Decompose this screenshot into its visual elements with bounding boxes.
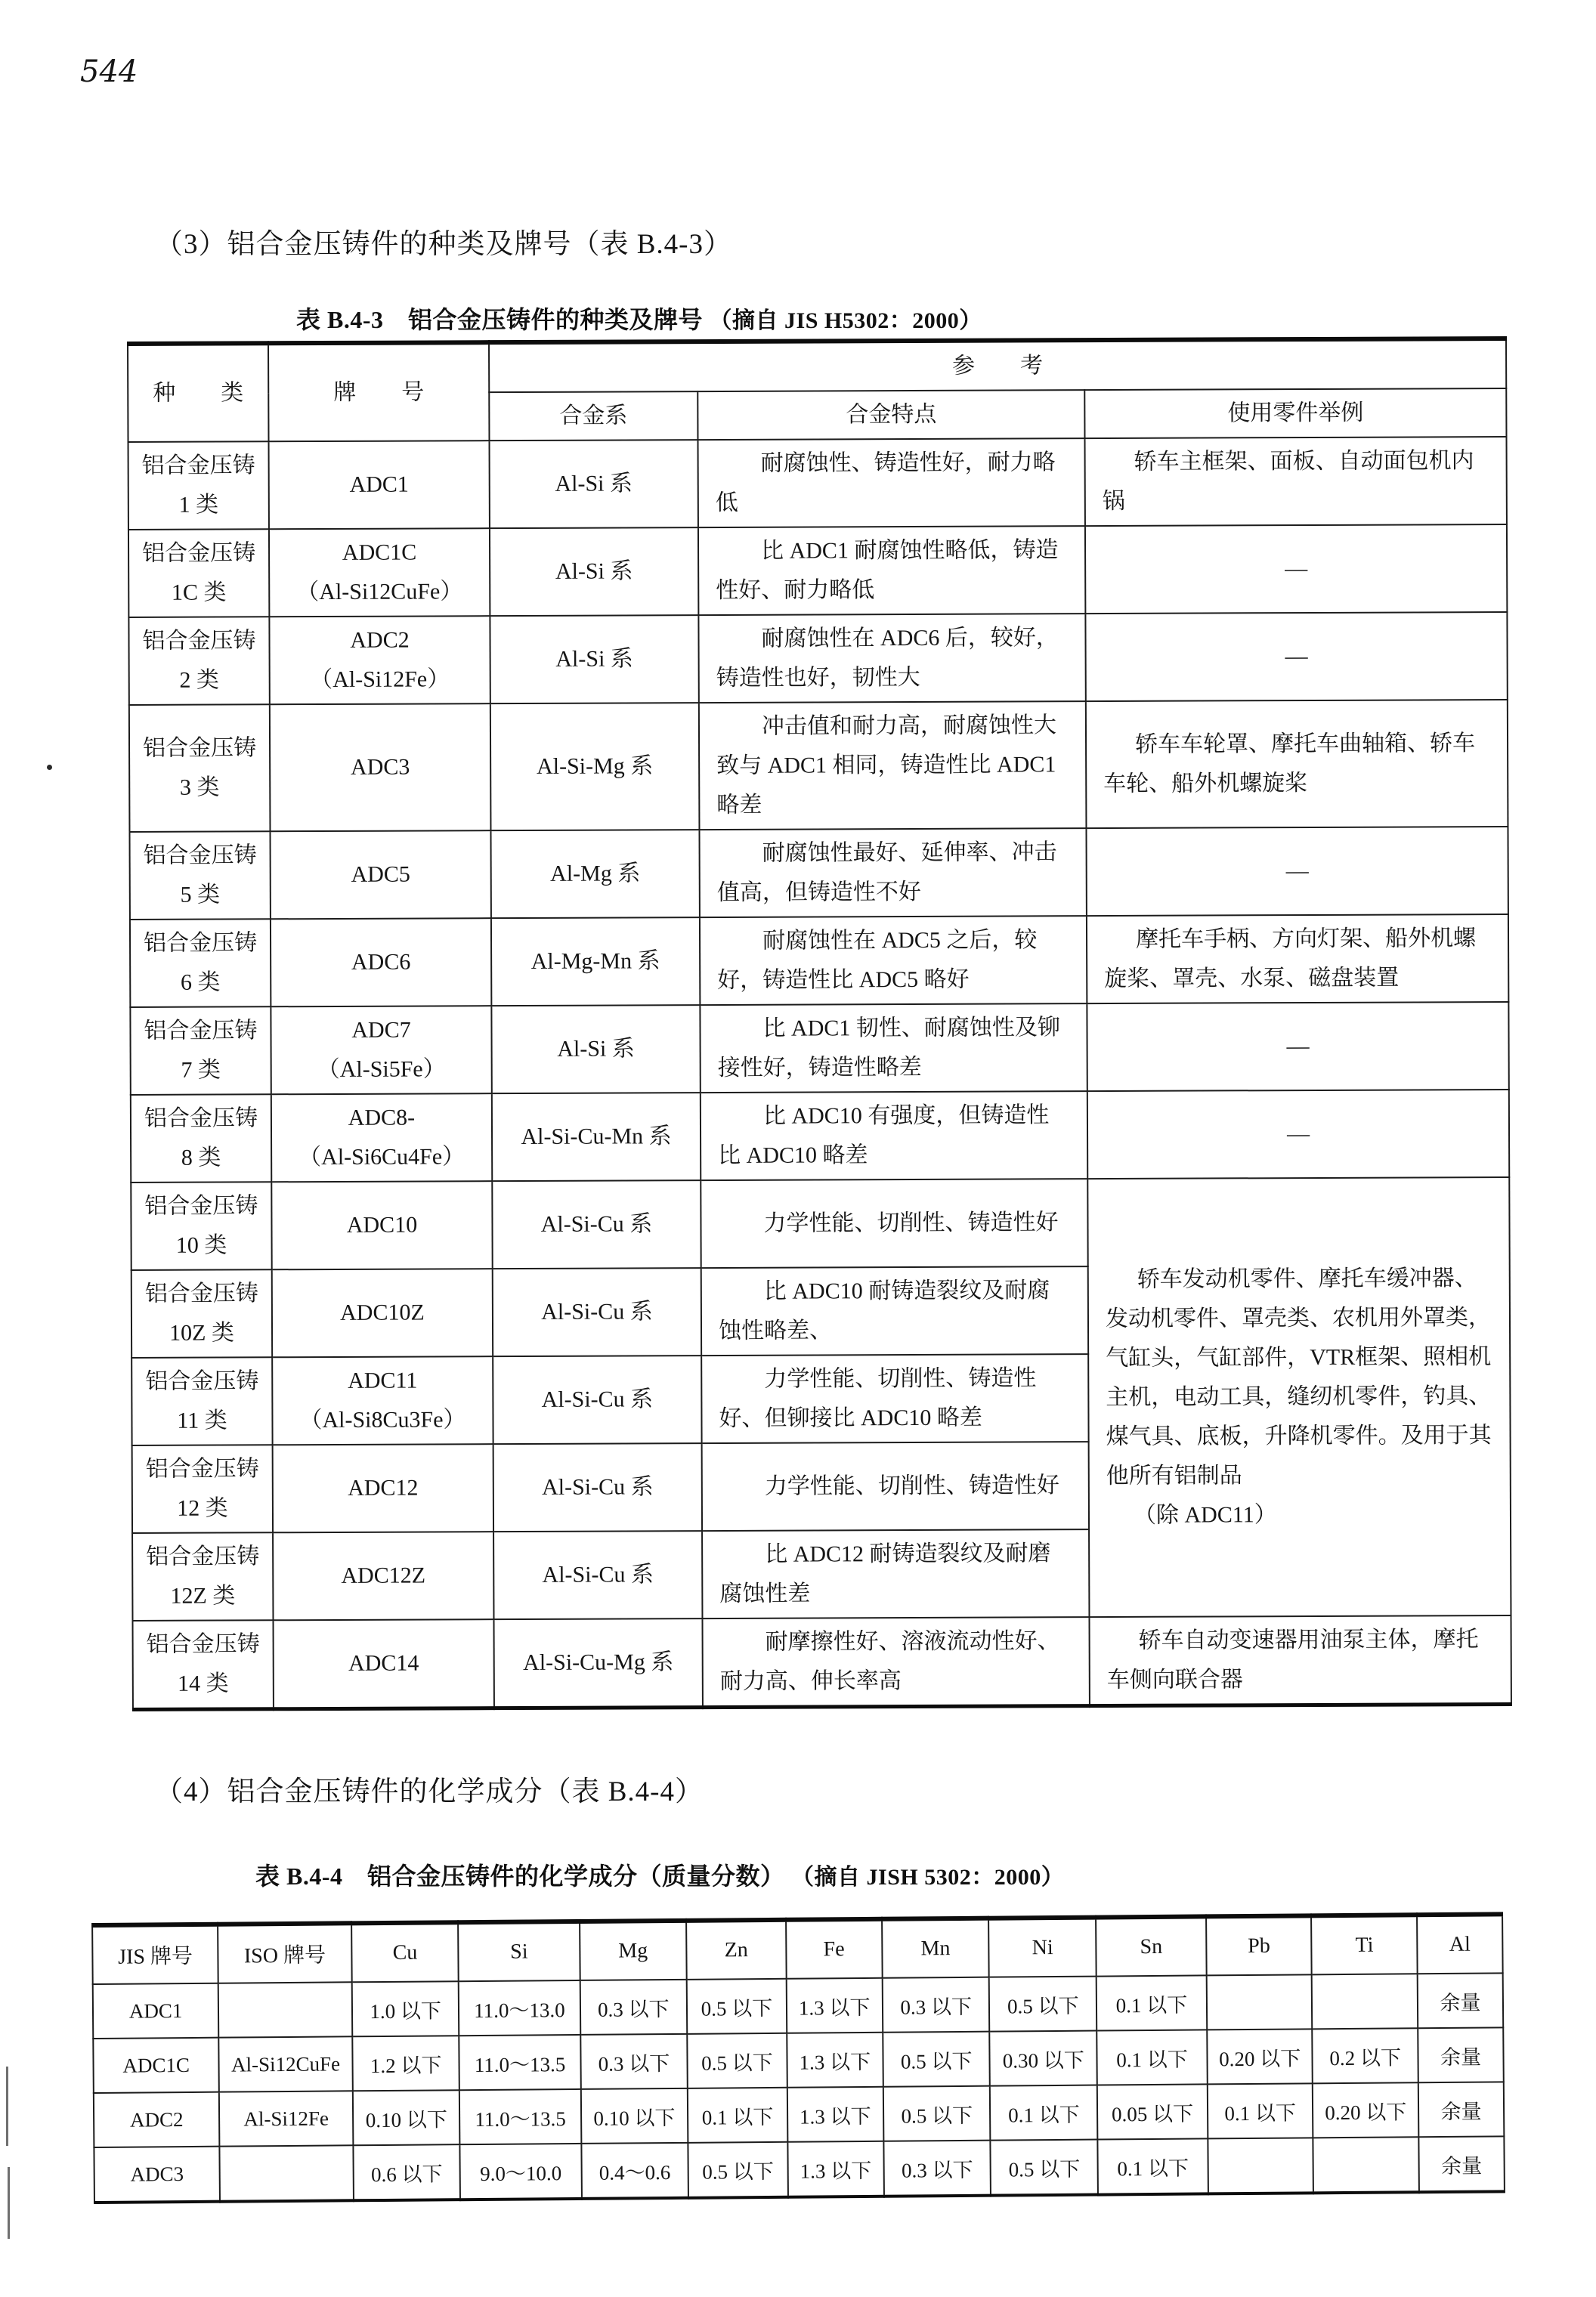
feature-text: 耐腐蚀性、铸造性好，耐力略低 xyxy=(715,450,1056,516)
cell-kind xyxy=(129,704,271,832)
cell-usage-examples: — xyxy=(1086,827,1508,916)
cell-alloy-system: Al-Si-Cu 系 xyxy=(493,1531,702,1619)
col-header-si: Si xyxy=(459,1921,580,1981)
col-header-al: Al xyxy=(1417,1914,1503,1974)
kind-class: 1 类 xyxy=(178,492,219,518)
table-row xyxy=(130,914,1508,1007)
composition-cell: Al-Si12CuFe xyxy=(219,2036,353,2091)
examples-text: 轿车车轮罩、摩托车曲轴箱、轿车车轮、船外机螺旋桨 xyxy=(1103,731,1476,797)
grade-code: ADC7 xyxy=(351,1017,411,1043)
table-row xyxy=(128,524,1507,617)
composition-cell: 0.20 以下 xyxy=(1207,2029,1313,2084)
cell-kind xyxy=(128,529,269,617)
composition-cell: 0.5 以下 xyxy=(687,2033,787,2088)
cell-alloy-system: Al-Si-Cu 系 xyxy=(493,1268,701,1356)
kind-name: 铝合金压铸 xyxy=(146,1544,260,1569)
cell-grade xyxy=(269,441,490,529)
kind-name: 铝合金压铸 xyxy=(143,842,257,868)
kind-name: 铝合金压铸 xyxy=(142,540,256,566)
kind-name: 铝合金压铸 xyxy=(143,735,257,761)
composition-cell: 0.1 以下 xyxy=(1097,2138,1208,2194)
composition-cell: 11.0～13.5 xyxy=(459,2035,581,2090)
kind-class: 10 类 xyxy=(175,1232,227,1258)
composition-cell: 11.0～13.0 xyxy=(459,1980,580,2036)
grade-iso: （Al-Si5Fe） xyxy=(317,1056,446,1083)
table-b43-caption xyxy=(296,301,982,335)
section-4-heading: （4）铝合金压铸件的化学成分（表 B.4-4） xyxy=(155,1776,704,1807)
cell-usage-examples xyxy=(1089,1615,1511,1706)
composition-cell xyxy=(1208,2138,1313,2193)
table-row xyxy=(131,1090,1509,1183)
cell-alloy-features xyxy=(698,614,1085,703)
cell-alloy-features xyxy=(701,1354,1088,1443)
cell-kind xyxy=(131,1094,271,1183)
kind-name: 铝合金压铸 xyxy=(142,628,256,654)
feature-text: 力学性能、切削性、铸造性好 xyxy=(764,1473,1059,1499)
examples-note: （除 ADC11） xyxy=(1133,1502,1277,1528)
cell-alloy-features xyxy=(702,1442,1089,1531)
cell-alloy-features xyxy=(701,1179,1087,1268)
kind-class: 11 类 xyxy=(177,1408,227,1433)
composition-cell: 0.10 以下 xyxy=(580,2088,688,2144)
composition-cell xyxy=(218,1982,352,2037)
cell-alloy-features xyxy=(702,1617,1089,1707)
cell-alloy-system: Al-Si-Cu-Mn 系 xyxy=(492,1093,701,1181)
col-header-alloy-system: 合金系 xyxy=(489,391,697,441)
table-b43-caption-source: （摘自 JIS H5302：2000） xyxy=(709,308,982,333)
composition-cell: 0.10 以下 xyxy=(353,2090,460,2145)
cell-kind xyxy=(133,1620,274,1709)
section-3-heading: （3）铝合金压铸件的种类及牌号（表 B.4-3） xyxy=(155,229,732,260)
cell-alloy-features xyxy=(702,1529,1089,1618)
composition-cell: 1.3 以下 xyxy=(786,1978,883,2033)
grade-code: ADC10 xyxy=(346,1212,418,1238)
scan-artifact-line xyxy=(6,2067,8,2146)
table-b44-header-row xyxy=(92,1914,1503,1984)
examples-text: 轿车主框架、面板、自动面包机内锅 xyxy=(1102,448,1474,515)
composition-cell: ADC2 xyxy=(94,2092,220,2147)
composition-cell: 0.3 以下 xyxy=(883,2141,991,2197)
col-header-jis牌号: JIS 牌号 xyxy=(92,1924,218,1984)
cell-alloy-system: Al-Si 系 xyxy=(490,440,698,528)
composition-cell: 0.3 以下 xyxy=(580,2034,688,2089)
scan-artifact-dot xyxy=(47,765,52,770)
composition-cell: 0.5 以下 xyxy=(989,1977,1096,2032)
cell-alloy-system: Al-Si 系 xyxy=(490,615,698,703)
kind-class: 14 类 xyxy=(178,1671,229,1696)
cell-usage-examples: — xyxy=(1087,1002,1508,1091)
composition-cell: 1.3 以下 xyxy=(787,2033,883,2088)
scan-artifact-line xyxy=(8,2167,10,2239)
cell-grade xyxy=(273,1444,493,1532)
feature-text: 比 ADC10 耐铸造裂纹及耐腐蚀性略差、 xyxy=(718,1278,1050,1344)
cell-grade xyxy=(271,1181,492,1269)
cell-kind xyxy=(131,1269,272,1358)
table-row xyxy=(128,437,1507,530)
feature-text: 耐腐蚀性在 ADC6 后，较好，铸造性也好，韧性大 xyxy=(716,625,1059,691)
cell-kind xyxy=(132,1532,273,1621)
composition-cell: ADC3 xyxy=(94,2147,220,2203)
composition-cell: 0.1 以下 xyxy=(1208,2083,1313,2138)
kind-class: 2 类 xyxy=(179,667,220,693)
cell-kind xyxy=(129,831,270,920)
kind-class: 12Z 类 xyxy=(170,1583,236,1609)
feature-text: 耐腐蚀性在 ADC5 之后，较好，铸造性比 ADC5 略好 xyxy=(717,927,1038,994)
cell-alloy-features xyxy=(701,1266,1088,1356)
cell-alloy-features xyxy=(699,828,1086,917)
cell-alloy-system: Al-Si-Cu 系 xyxy=(492,1180,701,1269)
composition-cell xyxy=(1207,1974,1313,2030)
table-row xyxy=(131,1177,1509,1270)
composition-cell: 9.0～10.0 xyxy=(460,2144,582,2200)
composition-cell: 1.0 以下 xyxy=(352,1981,459,2036)
table-b43 xyxy=(127,336,1512,1711)
col-header-ni: Ni xyxy=(989,1918,1096,1977)
col-header-usage-examples: 使用零件举例 xyxy=(1084,388,1506,438)
cell-alloy-system: Al-Si-Cu 系 xyxy=(493,1356,701,1444)
cell-alloy-features xyxy=(701,1091,1087,1180)
grade-iso: （Al-Si8Cu3Fe） xyxy=(299,1407,466,1433)
composition-cell: 1.3 以下 xyxy=(787,2087,883,2142)
grade-code: ADC11 xyxy=(348,1368,418,1393)
grade-code: ADC12 xyxy=(348,1475,419,1501)
kind-name: 铝合金压铸 xyxy=(144,1193,258,1219)
composition-cell: 0.6 以下 xyxy=(353,2144,460,2200)
col-header-sn: Sn xyxy=(1096,1916,1206,1976)
cell-grade xyxy=(272,1356,493,1445)
feature-text: 比 ADC10 有强度，但铸造性比 ADC10 略差 xyxy=(718,1102,1050,1169)
kind-name: 铝合金压铸 xyxy=(145,1368,259,1394)
cell-kind xyxy=(128,617,269,705)
cell-alloy-features xyxy=(700,1003,1087,1093)
grade-code: ADC5 xyxy=(351,861,410,887)
examples-text: 轿车发动机零件、摩托车缓冲器、发动机零件、罩壳类、农机用外罩类，气缸头，气缸部件，VTR框架、照相机主机，电动工具，缝纫机零件，钓具、煤气具、底板，升降机零件。及用于其他所有铝制品 xyxy=(1105,1266,1492,1489)
table-row xyxy=(94,2136,1505,2203)
kind-class: 8 类 xyxy=(181,1145,221,1170)
composition-cell xyxy=(220,2145,354,2201)
grade-iso: （Al-Si12Fe） xyxy=(310,666,450,693)
composition-cell: 0.3 以下 xyxy=(580,1980,687,2035)
kind-name: 铝合金压铸 xyxy=(143,930,258,956)
cell-grade xyxy=(270,830,490,919)
composition-cell: 0.3 以下 xyxy=(883,1977,990,2033)
table-b44 xyxy=(91,1912,1505,2204)
table-row xyxy=(133,1615,1511,1710)
table-row xyxy=(129,700,1508,832)
composition-cell: 0.5 以下 xyxy=(991,2140,1098,2196)
cell-alloy-system: Al-Si 系 xyxy=(491,1005,700,1093)
kind-name: 铝合金压铸 xyxy=(144,1018,258,1043)
composition-cell: 0.1 以下 xyxy=(1096,2030,1207,2085)
composition-cell: 0.5 以下 xyxy=(688,2142,788,2198)
grade-code: ADC10Z xyxy=(340,1300,425,1325)
cell-grade xyxy=(271,1093,492,1182)
cell-alloy-system: Al-Si-Mg 系 xyxy=(490,703,700,830)
grade-code: ADC8- xyxy=(348,1105,416,1130)
composition-cell: 1.3 以下 xyxy=(787,2141,884,2197)
col-header-grade: 牌 号 xyxy=(268,342,489,441)
composition-cell: 0.30 以下 xyxy=(990,2031,1097,2086)
cell-alloy-system: Al-Si-Cu-Mg 系 xyxy=(493,1618,702,1708)
cell-grade xyxy=(271,918,491,1006)
grade-code: ADC3 xyxy=(350,754,410,780)
col-header-fe: Fe xyxy=(786,1919,883,1979)
kind-class: 7 类 xyxy=(181,1057,221,1083)
grade-code: ADC1 xyxy=(349,471,409,497)
kind-class: 1C 类 xyxy=(171,580,227,605)
col-header-pb: Pb xyxy=(1206,1915,1312,1975)
grade-code: ADC1C xyxy=(342,539,417,565)
composition-cell xyxy=(1313,2137,1419,2193)
composition-cell: 0.1 以下 xyxy=(990,2085,1097,2141)
feature-text: 比 ADC12 耐铸造裂纹及耐磨腐蚀性差 xyxy=(719,1541,1051,1607)
composition-cell: Al-Si12Fe xyxy=(219,2091,353,2146)
cell-kind xyxy=(131,1357,272,1445)
kind-name: 铝合金压铸 xyxy=(146,1631,260,1657)
composition-cell: 1.2 以下 xyxy=(352,2036,459,2091)
cell-usage-examples xyxy=(1085,437,1507,526)
composition-cell: 0.20 以下 xyxy=(1313,2082,1418,2138)
cell-grade xyxy=(272,1269,493,1357)
kind-class: 5 类 xyxy=(180,882,221,907)
kind-name: 铝合金压铸 xyxy=(144,1105,258,1131)
cell-alloy-system: Al-Mg 系 xyxy=(490,830,699,918)
table-row xyxy=(130,1002,1508,1095)
page-number: 544 xyxy=(80,54,138,89)
composition-cell: 0.1 以下 xyxy=(1096,1975,1207,2030)
cell-kind xyxy=(128,441,269,530)
table-b44-caption-title: 表 B.4-4 铝合金压铸件的化学成分（质量分数） xyxy=(255,1863,785,1890)
examples-text: 轿车自动变速器用油泵主体，摩托车侧向联合器 xyxy=(1106,1627,1479,1693)
cell-grade xyxy=(269,528,490,617)
grade-code: ADC2 xyxy=(350,627,410,653)
cell-grade xyxy=(270,703,491,831)
col-header-mg: Mg xyxy=(580,1921,687,1980)
composition-cell: 0.5 以下 xyxy=(687,1979,787,2034)
grade-code: ADC12Z xyxy=(341,1563,426,1588)
feature-text: 冲击值和耐力高，耐腐蚀性大致与 ADC1 相同，铸造性比 ADC1 略差 xyxy=(716,713,1057,818)
composition-cell: 0.5 以下 xyxy=(883,2086,991,2141)
cell-alloy-features xyxy=(700,916,1087,1005)
composition-cell: 11.0～13.5 xyxy=(459,2089,581,2144)
kind-class: 10Z 类 xyxy=(169,1320,235,1346)
feature-text: 力学性能、切削性、铸造性好、但铆接比 ADC10 略差 xyxy=(719,1365,1037,1432)
kind-class: 3 类 xyxy=(179,774,220,800)
cell-grade xyxy=(273,1619,493,1709)
cell-alloy-features xyxy=(698,526,1085,615)
table-row xyxy=(128,612,1507,705)
cell-kind xyxy=(131,1182,271,1270)
cell-alloy-system: Al-Si 系 xyxy=(490,527,698,616)
col-header-alloy-features: 合金特点 xyxy=(697,390,1084,440)
feature-text: 比 ADC1 韧性、耐腐蚀性及铆接性好，铸造性略差 xyxy=(717,1015,1060,1081)
composition-cell: 0.4～0.6 xyxy=(581,2143,688,2199)
table-row xyxy=(129,827,1508,920)
table-b43-container xyxy=(127,336,1511,1711)
composition-cell: 0.2 以下 xyxy=(1313,2028,1418,2083)
composition-cell: 余量 xyxy=(1418,1973,1504,2028)
kind-name: 铝合金压铸 xyxy=(141,453,255,478)
cell-grade xyxy=(271,1006,491,1094)
composition-cell: 余量 xyxy=(1418,2082,1505,2137)
cell-usage-examples xyxy=(1087,914,1508,1003)
kind-class: 6 类 xyxy=(180,969,221,995)
cell-alloy-features xyxy=(698,438,1085,527)
col-header-iso牌号: ISO 牌号 xyxy=(218,1923,351,1983)
grade-iso: （Al-Si12CuFe） xyxy=(296,579,463,605)
grade-code: ADC6 xyxy=(351,949,411,975)
kind-class: 12 类 xyxy=(177,1495,228,1521)
composition-cell: 0.5 以下 xyxy=(883,2032,990,2087)
feature-text: 耐摩擦性好、溶液流动性好、耐力高、伸长率高 xyxy=(719,1628,1060,1694)
grade-iso: （Al-Si6Cu4Fe） xyxy=(298,1144,466,1170)
table-b44-container xyxy=(91,1912,1505,2204)
col-header-cu: Cu xyxy=(351,1922,459,1982)
cell-kind xyxy=(132,1445,273,1533)
cell-kind xyxy=(130,919,271,1007)
composition-cell: 0.1 以下 xyxy=(688,2088,787,2143)
feature-text: 比 ADC1 耐腐蚀性略低，铸造性好、耐力略低 xyxy=(716,537,1059,604)
col-header-zn: Zn xyxy=(686,1920,786,1980)
table-b43-header-row-1 xyxy=(128,339,1506,394)
composition-cell: ADC1 xyxy=(93,1983,219,2039)
cell-alloy-system: Al-Si-Cu 系 xyxy=(493,1443,702,1532)
feature-text: 耐腐蚀性最好、延伸率、冲击值高，但铸造性不好 xyxy=(716,839,1057,906)
cell-usage-examples: — xyxy=(1085,524,1507,614)
composition-cell: 余量 xyxy=(1418,2027,1504,2082)
col-header-kind: 种 类 xyxy=(128,343,268,442)
cell-grade xyxy=(273,1532,493,1620)
cell-grade xyxy=(269,616,490,704)
cell-usage-examples xyxy=(1086,700,1508,828)
cell-alloy-features xyxy=(699,701,1087,830)
col-header-mn: Mn xyxy=(882,1918,989,1978)
feature-text: 力学性能、切削性、铸造性好 xyxy=(763,1210,1059,1236)
kind-name: 铝合金压铸 xyxy=(144,1281,258,1306)
col-header-ti: Ti xyxy=(1311,1915,1417,1974)
cell-usage-examples-merged xyxy=(1087,1177,1511,1617)
cell-alloy-system: Al-Mg-Mn 系 xyxy=(491,917,700,1006)
composition-cell: 0.05 以下 xyxy=(1097,2084,1208,2139)
table-b43-caption-title: 表 B.4-3 铝合金压铸件的种类及牌号 xyxy=(296,306,704,333)
composition-cell: ADC1C xyxy=(93,2038,219,2093)
composition-cell: 余量 xyxy=(1418,2136,1505,2192)
cell-usage-examples: — xyxy=(1085,612,1507,701)
kind-name: 铝合金压铸 xyxy=(145,1456,259,1482)
table-b44-caption-source: （摘自 JISH 5302：2000） xyxy=(791,1865,1065,1890)
grade-code: ADC14 xyxy=(348,1650,419,1676)
composition-cell xyxy=(1312,1974,1418,2029)
cell-usage-examples: — xyxy=(1087,1090,1509,1179)
col-header-reference: 参 考 xyxy=(489,339,1506,392)
cell-kind xyxy=(130,1006,271,1095)
table-b44-caption xyxy=(255,1857,1064,1892)
examples-text: 摩托车手柄、方向灯架、船外机螺旋桨、罩壳、水泵、磁盘装置 xyxy=(1104,926,1477,992)
